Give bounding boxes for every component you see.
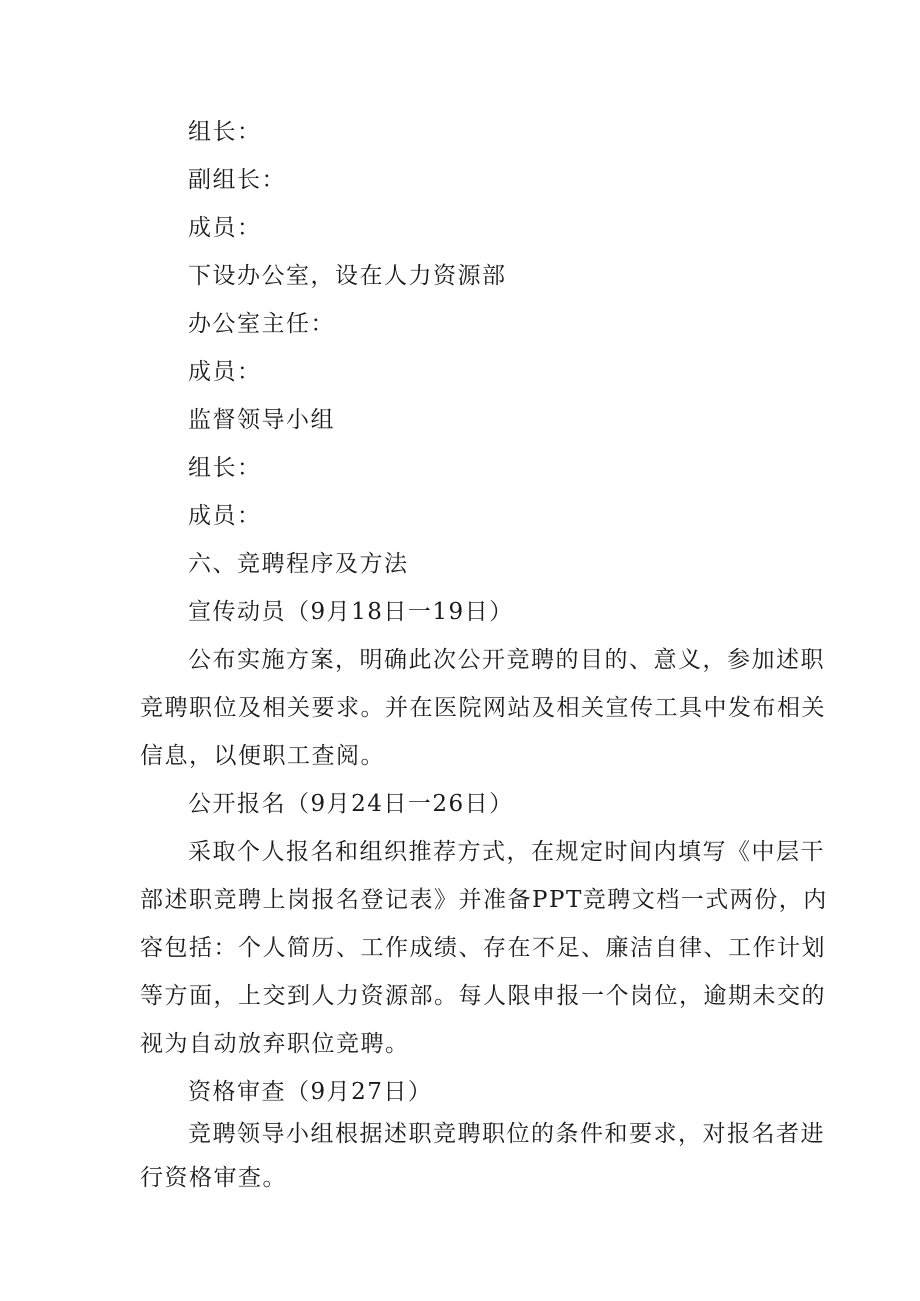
text-line-members: 成员： <box>188 215 262 241</box>
paragraph-registration-line-1: 采取个人报名和组织推荐方式，在规定时间内填写《中层干 <box>188 839 825 865</box>
paragraph-registration-line-3: 容包括：个人简历、工作成绩、存在不足、廉洁自律、工作计划 <box>140 935 826 961</box>
paragraph-publicity-line-1: 公布实施方案，明确此次公开竞聘的目的、意义，参加述职 <box>188 647 825 673</box>
paragraph-registration-line-5: 视为自动放弃职位竞聘。 <box>140 1031 410 1057</box>
paragraph-publicity-line-3: 信息，以便职工查阅。 <box>140 743 385 769</box>
text-line-supervision-members: 成员： <box>188 503 262 529</box>
subheading-registration: 公开报名（9月24日一26日） <box>188 791 514 817</box>
subheading-qualification-review: 资格审查（9月27日） <box>188 1079 433 1105</box>
text-line-office-director: 办公室主任： <box>188 311 335 337</box>
section-heading-procedure: 六、竞聘程序及方法 <box>188 551 409 577</box>
text-line-office-setup: 下设办公室，设在人力资源部 <box>188 263 507 289</box>
text-line-group-leader: 组长： <box>188 119 262 145</box>
text-line-deputy-leader: 副组长： <box>188 167 286 193</box>
paragraph-publicity-line-2: 竞聘职位及相关要求。并在医院网站及相关宣传工具中发布相关 <box>140 695 826 721</box>
text-line-office-members: 成员： <box>188 359 262 385</box>
text-line-supervision-group: 监督领导小组 <box>188 407 335 433</box>
paragraph-review-line-1: 竞聘领导小组根据述职竞聘职位的条件和要求，对报名者进 <box>188 1121 825 1147</box>
subheading-publicity: 宣传动员（9月18日一19日） <box>188 599 514 625</box>
text-line-supervision-leader: 组长： <box>188 455 262 481</box>
paragraph-registration-line-4: 等方面，上交到人力资源部。每人限申报一个岗位，逾期未交的 <box>140 983 826 1009</box>
paragraph-registration-line-2: 部述职竞聘上岗报名登记表》并准备PPT竞聘文档一式两份，内 <box>140 887 828 913</box>
paragraph-review-line-2: 行资格审查。 <box>140 1165 287 1191</box>
